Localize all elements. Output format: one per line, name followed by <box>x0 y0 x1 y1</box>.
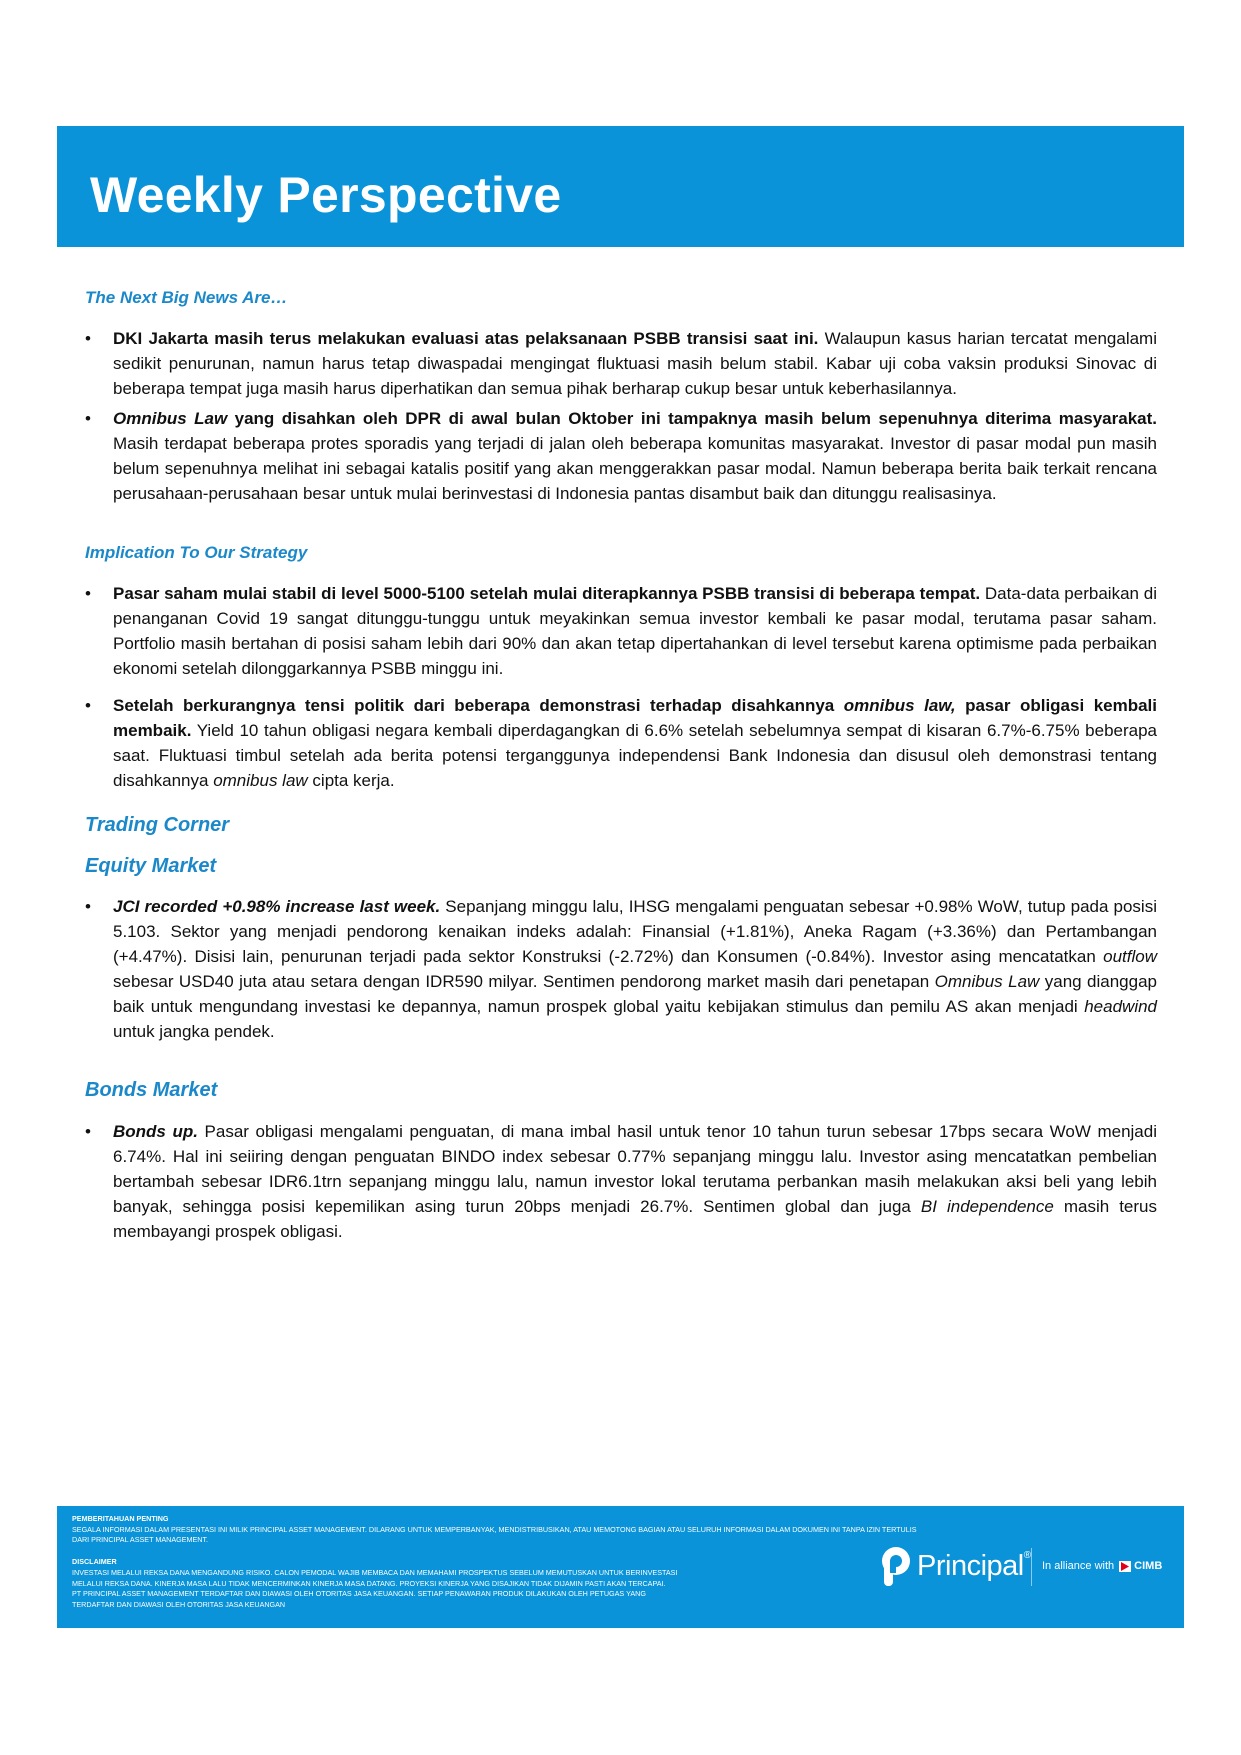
main-content <box>85 288 1157 1244</box>
list-item <box>85 406 1157 506</box>
item-body-italic: omnibus law <box>213 771 308 790</box>
item-lead: Bonds up. <box>113 1122 198 1141</box>
notice-title: PEMBERITAHUAN PENTING <box>72 1514 169 1523</box>
item-lead-italic: Omnibus Law <box>113 409 228 428</box>
equity-list <box>85 894 1157 1044</box>
list-item <box>85 1119 1157 1244</box>
item-lead-italic: omnibus law, <box>843 696 956 715</box>
item-lead: JCI recorded +0.98% increase last week. <box>113 897 441 916</box>
item-body-italic: outflow <box>1103 947 1157 966</box>
cimb-icon <box>1119 1561 1131 1572</box>
item-body: Pasar obligasi mengalami penguatan, di mana imbal hasil untuk tenor 10 tahun turun sebesar 17bps secara WoW menjadi 6.74%. Hal ini seiiring dengan penguatan BINDO index sebesar 0.77% sepanjang minggu lalu. Investor asing mencatatkan pembelian bertambah sebesar IDR6.1trn sepanjang minggu lalu, namun investor lokal terutama perbankan masih melakukan aksi beli yang lebih banyak, sehingga posisi kepemilikan asing turun 20bps menjadi 26.7%. Sentimen global dan juga <box>113 1122 1157 1216</box>
item-lead-end: pasar obligasi kembali membaik. <box>113 696 1157 740</box>
item-lead: Pasar saham mulai stabil di level 5000-5100 setelah mulai diterapkannya PSBB transisi di beberapa tempat. <box>113 584 981 603</box>
item-body: Walaupun kasus harian tercatat mengalami sedikit penurunan, namun harus tetap diwaspadai mengingat fluktuasi masih belum stabil. Kabar uji coba vaksin produksi Sinovac di beberapa tempat juga masih harus diperhatikan dan semua pihak berharap cukup besar untuk keberhasilannya. <box>113 329 1157 398</box>
item-lead: yang disahkan oleh DPR di awal bulan Oktober ini tampaknya masih belum sepenuhnya diterima masyarakat. <box>227 409 1157 428</box>
list-item <box>85 693 1157 793</box>
alliance-label: In alliance with <box>1042 1560 1115 1572</box>
item-body: Data-data perbaikan di penanganan Covid 19 sangat ditunggu-tunggu untuk meyakinkan semua investor kembali ke pasar modal, terutama pasar saham. Portfolio masih bertahan di posisi saham lebih dari 90% dan akan tetap dipertahankan di level tersebut karena optimisme pada perbaikan ekonomi setelah dilonggarkannya PSBB minggu ini. <box>113 584 1157 678</box>
section-title-equity-market: Equity Market <box>85 855 217 877</box>
partner-name: CIMB <box>1134 1560 1163 1572</box>
item-body-end: cipta kerja. <box>307 771 395 790</box>
header-banner <box>57 126 1184 247</box>
disclaimer-line: TERDAFTAR DAN DIAWASI OLEH OTORITAS JASA KEUANGAN <box>72 1599 286 1609</box>
principal-logo <box>879 1544 1031 1588</box>
item-body: untuk jangka pendek. <box>113 1022 275 1041</box>
disclaimer-line: INVESTASI MELALUI REKSA DANA MENGANDUNG RISIKO. CALON PEMODAL WAJIB MEMBACA DAN MEMAHAMI PROSPEKTUS SEBELUM MEMUTUSKAN UNTUK BERINVESTASI <box>72 1567 678 1577</box>
section-title-implication: Implication To Our Strategy <box>85 543 308 562</box>
section-title-bonds-market: Bonds Market <box>85 1079 218 1101</box>
item-body-italic: Omnibus Law <box>934 972 1040 991</box>
disclaimer-line: PT PRINCIPAL ASSET MANAGEMENT TERDAFTAR DAN DIAWASI OLEH OTORITAS JASA KEUANGAN. SETIAP PENAWARAN PRODUK DILAKUKAN OLEH PETUGAS YANG <box>72 1589 646 1599</box>
implication-list <box>85 581 1157 793</box>
disclaimer-line: MELALUI REKSA DANA. KINERJA MASA LALU TIDAK MENCERMINKAN KINERJA MASA DATANG. PROYEKSI KINERJA YANG DISAJIKAN TIDAK DIJAMIN PASTI AKAN TERCAPAI. <box>72 1578 666 1588</box>
list-item <box>85 326 1157 401</box>
section-title-next-big-news: The Next Big News Are… <box>85 288 288 307</box>
registered-mark: ® <box>1023 1550 1032 1561</box>
page-title: Weekly Perspective <box>90 167 562 223</box>
list-item <box>85 894 1157 1044</box>
item-body-italic: BI independence <box>920 1197 1054 1216</box>
legal-text <box>72 1514 932 1611</box>
item-body: sebesar USD40 juta atau setara dengan IDR590 milyar. Sentimen pendorong market masih dari penetapan <box>113 972 935 991</box>
item-body: Masih terdapat beberapa protes sporadis yang terjadi di jalan oleh beberapa komunitas masyarakat. Investor di pasar modal pun masih belum sepenuhnya melihat ini sebagai katalis positif yang akan menggerakkan pasar modal. Namun beberapa berita baik terkait rencana perusahaan-perusahaan besar untuk mulai berinvestasi di Indonesia pantas disambut baik dan ditunggu realisasinya. <box>113 434 1157 503</box>
divider <box>1031 1548 1032 1586</box>
item-body: Sepanjang minggu lalu, IHSG mengalami penguatan sebesar +0.98% WoW, tutup pada posisi 5.103. Sektor yang menjadi pendorong kenaikan indeks adalah: Finansial (+1.81%), Aneka Ragam (+3.36%) dan Pertambangan (+4.47%). Disisi lain, penurunan terjadi pada sektor Konstruksi (-2.72%) dan Konsumen (-0.84%). Investor asing mencatatkan <box>113 897 1157 966</box>
item-body: masih terus membayangi prospek obligasi. <box>113 1197 1157 1241</box>
principal-logo-icon <box>879 1546 913 1586</box>
alliance-badge <box>1042 1560 1162 1572</box>
footer <box>57 1506 1184 1628</box>
bonds-list <box>85 1119 1157 1244</box>
item-lead: Setelah berkurangnya tensi politik dari beberapa demonstrasi terhadap disahkannya <box>113 696 844 715</box>
next-big-news-list <box>85 326 1157 506</box>
section-title-trading-corner: Trading Corner <box>85 814 230 836</box>
item-body: Yield 10 tahun obligasi negara kembali diperdagangkan di 6.6% setelah sebelumnya sempat di kisaran 6.7%-6.75% beberapa saat. Fluktuasi timbul setelah ada berita potensi terganggunya independensi Bank Indonesia dan disusul oleh demonstrasi tentang disahkannya <box>113 721 1157 790</box>
brand-name: Principal <box>917 1549 1024 1582</box>
notice-text: SEGALA INFORMASI DALAM PRESENTASI INI MILIK PRINCIPAL ASSET MANAGEMENT. DILARANG UNTUK MEMPERBANYAK, MENDISTRIBUSIKAN, ATAU MEMOTONG BAGIAN ATAU SELURUH INFORMASI DALAM DOKUMEN INI TANPA IZIN TERTULIS DARI PRINCIPAL ASSET MANAGEMENT. <box>72 1524 917 1545</box>
item-lead: DKI Jakarta masih terus melakukan evaluasi atas pelaksanaan PSBB transisi saat ini. <box>113 329 819 348</box>
list-item <box>85 581 1157 681</box>
item-body-italic: headwind <box>1084 997 1157 1016</box>
disclaimer-title: DISCLAIMER <box>72 1557 117 1567</box>
item-body: yang dianggap baik untuk mengundang investasi ke depannya, namun prospek global yaitu kebijakan stimulus dan pemilu AS akan menjadi <box>113 972 1157 1016</box>
